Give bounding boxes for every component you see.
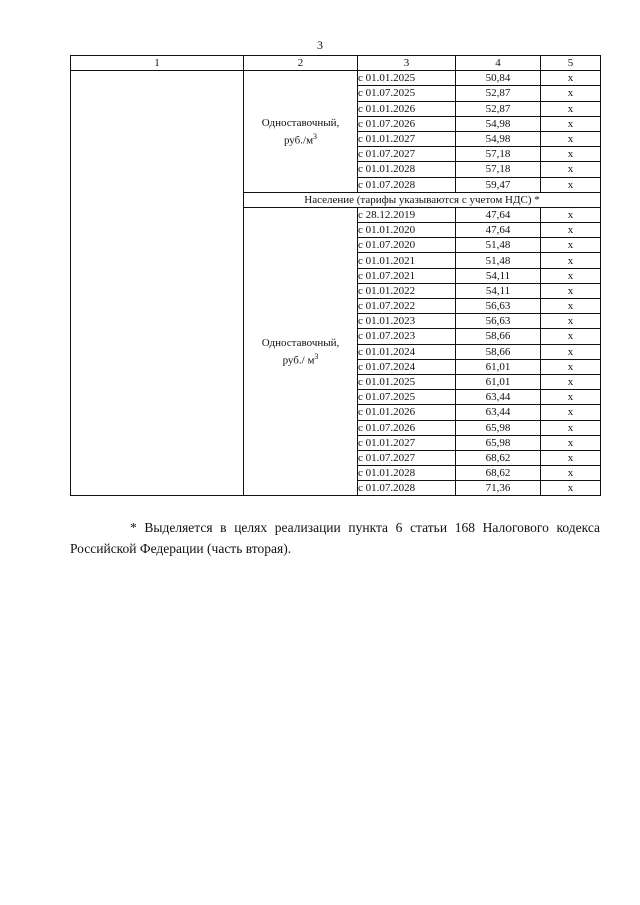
date-cell: с 01.07.2027 — [358, 450, 456, 465]
mark-cell: х — [541, 435, 601, 450]
mark-cell: х — [541, 207, 601, 222]
date-cell: с 01.07.2028 — [358, 481, 456, 496]
tariff-value-cell: 63,44 — [456, 390, 541, 405]
tariff-value-cell: 57,18 — [456, 147, 541, 162]
mark-cell: х — [541, 71, 601, 86]
tariff-type-cell — [244, 207, 358, 496]
date-cell: с 01.01.2028 — [358, 162, 456, 177]
tariff-value-cell: 56,63 — [456, 314, 541, 329]
tariff-value-cell: 54,11 — [456, 283, 541, 298]
tariff-unit-text: руб./м — [283, 134, 314, 147]
tariff-value-cell: 51,48 — [456, 253, 541, 268]
date-cell: с 01.01.2027 — [358, 435, 456, 450]
mark-cell: х — [541, 481, 601, 496]
column-header: 1 — [71, 56, 244, 71]
column-header: 2 — [244, 56, 358, 71]
column-1-cell — [71, 71, 244, 496]
mark-cell: х — [541, 374, 601, 389]
mark-cell: х — [541, 268, 601, 283]
tariff-value-cell: 68,62 — [456, 450, 541, 465]
mark-cell: х — [541, 101, 601, 116]
date-cell: с 01.07.2026 — [358, 420, 456, 435]
mark-cell: х — [541, 405, 601, 420]
mark-cell: х — [541, 329, 601, 344]
date-cell: с 01.07.2022 — [358, 299, 456, 314]
date-cell: с 01.07.2024 — [358, 359, 456, 374]
mark-cell: х — [541, 223, 601, 238]
mark-cell: х — [541, 283, 601, 298]
mark-cell: х — [541, 238, 601, 253]
mark-cell: х — [541, 116, 601, 131]
column-header: 5 — [541, 56, 601, 71]
tariff-value-cell: 59,47 — [456, 177, 541, 192]
tariff-type-label: Одноставочный, — [261, 116, 340, 129]
tariff-value-cell: 71,36 — [456, 481, 541, 496]
mark-cell: х — [541, 359, 601, 374]
date-cell: с 01.07.2020 — [358, 238, 456, 253]
mark-cell: х — [541, 450, 601, 465]
mark-cell: х — [541, 177, 601, 192]
date-cell: с 01.01.2021 — [358, 253, 456, 268]
date-cell: с 01.01.2023 — [358, 314, 456, 329]
tariff-value-cell: 65,98 — [456, 420, 541, 435]
date-cell: с 01.07.2021 — [358, 268, 456, 283]
tariff-value-cell: 47,64 — [456, 223, 541, 238]
date-cell: с 01.01.2022 — [358, 283, 456, 298]
tariff-value-cell: 58,66 — [456, 344, 541, 359]
date-cell: с 01.01.2020 — [358, 223, 456, 238]
tariff-unit-text: руб./ м — [282, 354, 315, 367]
tariff-unit-superscript: 3 — [313, 131, 318, 141]
tariff-value-cell: 63,44 — [456, 405, 541, 420]
date-cell: с 01.07.2025 — [358, 390, 456, 405]
page-number: 3 — [317, 38, 323, 52]
date-cell: с 01.07.2028 — [358, 177, 456, 192]
mark-cell: х — [541, 131, 601, 146]
table-body — [71, 71, 601, 496]
date-cell: с 01.01.2028 — [358, 466, 456, 481]
tariff-value-cell: 54,98 — [456, 116, 541, 131]
tariff-value-cell: 52,87 — [456, 86, 541, 101]
tariff-value-cell: 58,66 — [456, 329, 541, 344]
tariff-value-cell: 47,64 — [456, 207, 541, 222]
mark-cell: х — [541, 299, 601, 314]
date-cell: с 01.07.2023 — [358, 329, 456, 344]
date-cell: с 01.01.2027 — [358, 131, 456, 146]
tariff-value-cell: 52,87 — [456, 101, 541, 116]
tariff-value-cell: 54,98 — [456, 131, 541, 146]
mark-cell: х — [541, 466, 601, 481]
mark-cell: х — [541, 253, 601, 268]
tariff-type-label: Одноставочный, — [261, 336, 340, 349]
tariff-value-cell: 50,84 — [456, 71, 541, 86]
mark-cell: х — [541, 147, 601, 162]
date-cell: с 01.01.2026 — [358, 405, 456, 420]
tariff-unit — [244, 350, 357, 368]
section-label: Население (тарифы указываются с учетом НДС) * — [244, 192, 601, 207]
mark-cell: х — [541, 420, 601, 435]
date-cell: с 01.07.2025 — [358, 86, 456, 101]
header-row — [71, 56, 601, 71]
tariff-value-cell: 57,18 — [456, 162, 541, 177]
tariff-value-cell: 54,11 — [456, 268, 541, 283]
date-cell: с 01.01.2025 — [358, 374, 456, 389]
date-cell: с 28.12.2019 — [358, 207, 456, 222]
tariff-value-cell: 68,62 — [456, 466, 541, 481]
column-header: 4 — [456, 56, 541, 71]
tariff-value-cell: 61,01 — [456, 374, 541, 389]
table-row — [71, 71, 601, 86]
mark-cell: х — [541, 390, 601, 405]
tariff-value-cell: 65,98 — [456, 435, 541, 450]
tariff-value-cell: 56,63 — [456, 299, 541, 314]
date-cell: с 01.01.2025 — [358, 71, 456, 86]
mark-cell: х — [541, 86, 601, 101]
mark-cell: х — [541, 344, 601, 359]
tariff-unit-superscript: 3 — [314, 351, 319, 361]
tariff-value-cell: 61,01 — [456, 359, 541, 374]
footnote: * Выделяется в целях реализации пункта 6 статьи 168 Налогового кодекса Российской Федерации (часть вторая). — [70, 520, 600, 556]
tariff-type-cell — [244, 71, 358, 193]
date-cell: с 01.01.2024 — [358, 344, 456, 359]
column-header: 3 — [358, 56, 456, 71]
date-cell: с 01.07.2026 — [358, 116, 456, 131]
date-cell: с 01.07.2027 — [358, 147, 456, 162]
tariff-table — [70, 55, 601, 496]
date-cell: с 01.01.2026 — [358, 101, 456, 116]
mark-cell: х — [541, 314, 601, 329]
tariff-unit — [244, 130, 357, 148]
mark-cell: х — [541, 162, 601, 177]
tariff-value-cell: 51,48 — [456, 238, 541, 253]
